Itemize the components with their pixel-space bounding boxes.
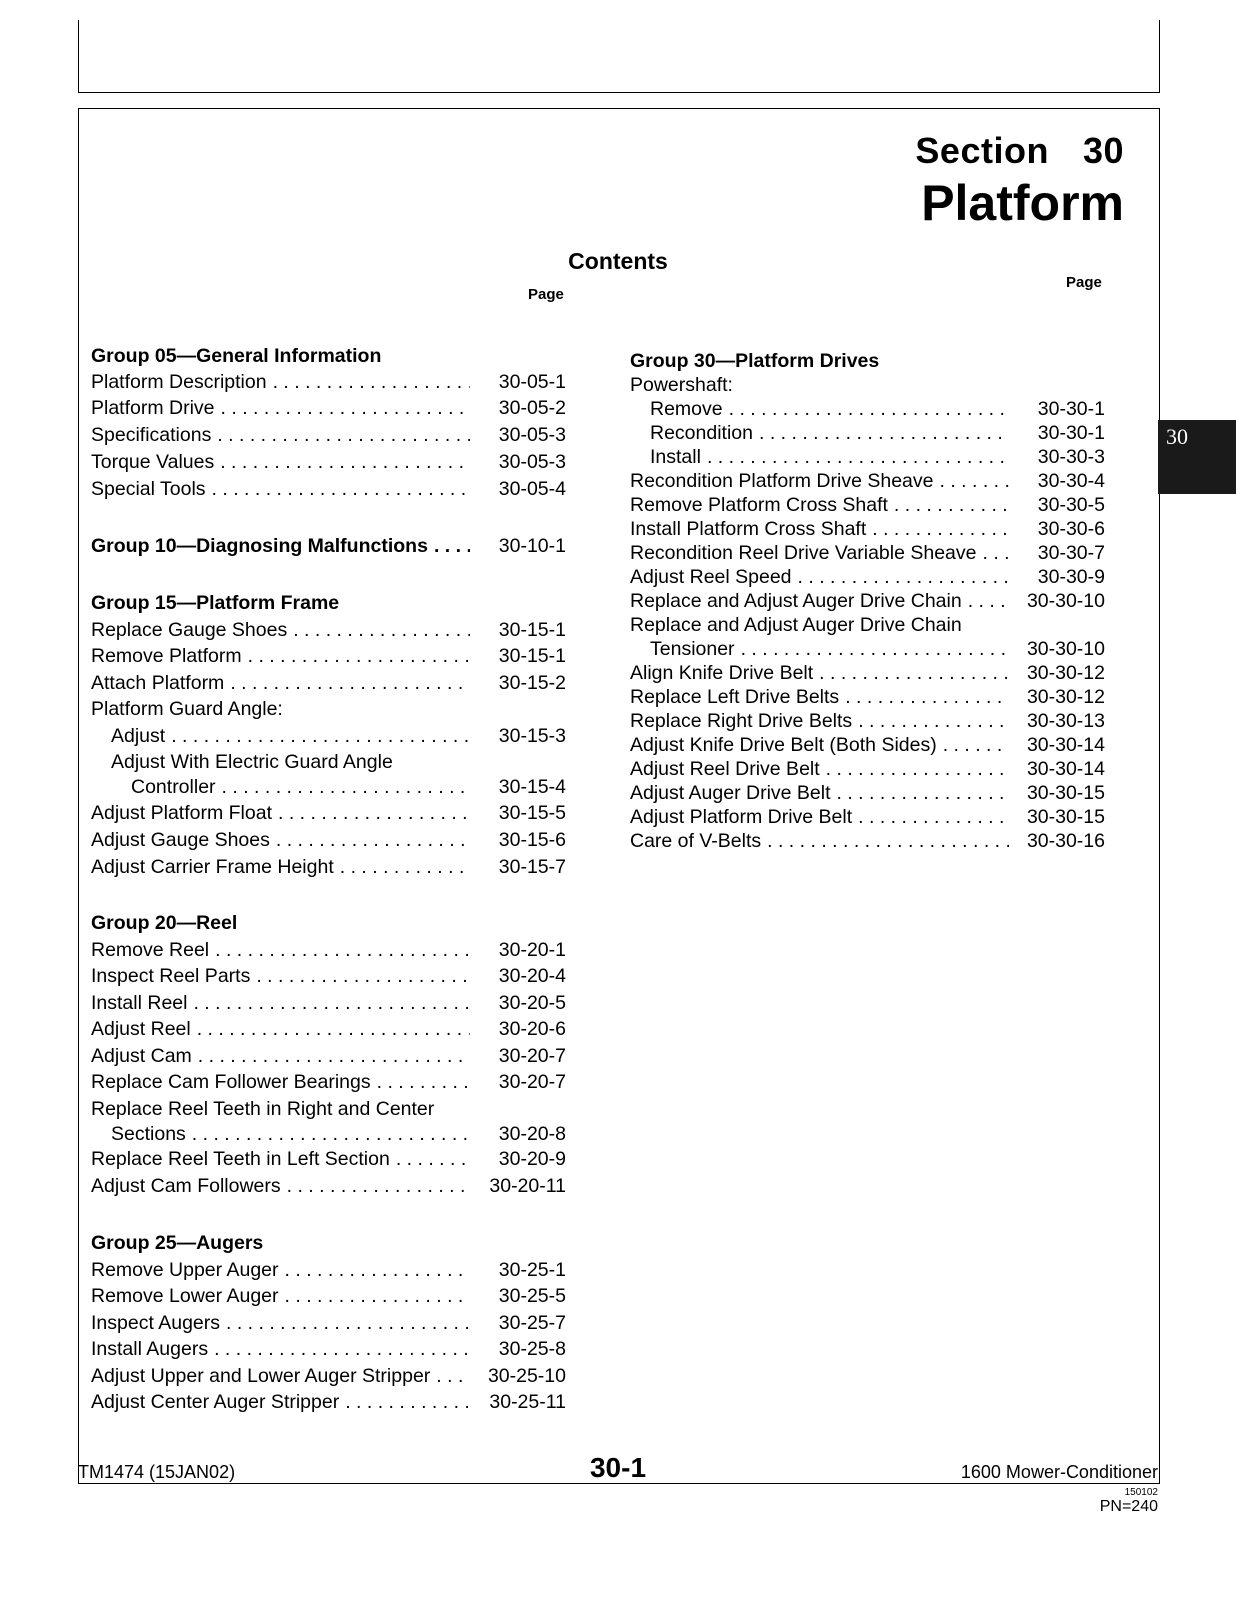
toc-entry [91,670,566,696]
page-header-left: Page [528,286,564,303]
toc-entry-page: 30-30-12 [1023,660,1105,686]
toc-entry-label: Sections [111,1123,192,1145]
toc-entry-label: Adjust Reel Drive Belt [630,758,826,780]
toc-entry-page: 30-30-16 [1023,828,1105,854]
toc-entry-page: 30-05-3 [495,449,566,475]
toc-entry [630,684,1105,710]
toc-entry-page: 30-10-1 [495,533,566,559]
toc-entry-label: Platform Description [91,371,273,393]
toc-entry-label: Replace Right Drive Belts [630,710,858,732]
toc-entry [630,588,1105,614]
section-title: Platform [921,175,1124,231]
toc-entry [91,749,566,775]
toc-entry-page: 30-05-3 [495,422,566,448]
toc-entry-label: Remove Upper Auger [91,1259,285,1281]
toc-entry-label: Remove Platform Cross Shaft [630,494,894,516]
toc-entry [630,636,1105,662]
toc-entry-page: 30-20-7 [495,1069,566,1095]
toc-entry-page: 30-05-4 [495,476,566,502]
toc-entry [630,564,1105,590]
toc-entry [91,395,566,421]
toc-entry-page: 30-20-4 [495,963,566,989]
toc-entry [630,660,1105,686]
toc-entry-label: Adjust Reel [91,1018,197,1040]
toc-entry-page: 30-30-1 [1034,420,1105,446]
toc-entry-label: Group 05—General Information [91,345,387,367]
toc-entry-page: 30-30-1 [1034,396,1105,422]
toc-entry [91,343,566,369]
toc-entry-page: 30-15-6 [495,827,566,853]
contents-title: Contents [568,248,668,274]
toc-entry-page: 30-15-5 [495,800,566,826]
toc-entry-label: Replace and Adjust Auger Drive Chain [630,590,968,612]
toc-entry-label: Adjust Cam Followers [91,1175,287,1197]
toc-entry-label: Recondition [650,422,759,444]
toc-entry [91,774,566,800]
toc-entry [91,449,566,475]
toc-entry [91,1336,566,1362]
toc-entry-label: Specifications [91,424,217,446]
toc-entry [91,827,566,853]
toc-entry [630,444,1105,470]
toc-entry-page: 30-25-11 [485,1389,566,1415]
toc-entry-label: Group 30—Platform Drives [630,350,885,372]
toc-entry-label: Remove Reel [91,939,215,961]
toc-entry-label: Adjust Platform Float [91,802,278,824]
toc-entry [91,590,566,616]
toc-left-column [91,343,566,1423]
toc-entry-label: Group 15—Platform Frame [91,592,345,614]
toc-entry-page: 30-30-7 [1034,540,1105,566]
toc-entry-label: Remove Platform [91,645,248,667]
toc-entry [91,643,566,669]
toc-entry [91,1363,566,1389]
toc-entry [91,990,566,1016]
toc-entry-label: Replace Reel Teeth in Left Section [91,1148,396,1170]
toc-entry [630,780,1105,806]
toc-entry [91,1389,566,1415]
toc-entry [91,1310,566,1336]
toc-entry-page: 30-25-1 [495,1257,566,1283]
toc-entry [630,540,1105,566]
toc-entry [91,723,566,749]
toc-entry [630,828,1105,854]
toc-entry [91,1283,566,1309]
toc-entry-page: 30-15-1 [495,643,566,669]
toc-entry-label: Install [650,446,707,468]
toc-entry-page: 30-30-13 [1023,708,1105,734]
toc-entry [91,1016,566,1042]
toc-entry-page: 30-30-10 [1023,588,1105,614]
toc-entry-label: Inspect Reel Parts [91,965,256,987]
toc-entry-label: Replace Left Drive Belts [630,686,845,708]
toc-entry-label: Align Knife Drive Belt [630,662,819,684]
toc-entry-page: 30-20-1 [495,937,566,963]
toc-entry-label: Adjust Reel Speed [630,566,798,588]
toc-entry-label: Adjust Carrier Frame Height [91,856,340,878]
toc-entry-page: 30-25-8 [495,1336,566,1362]
toc-entry [91,476,566,502]
toc-entry [630,612,1105,638]
toc-entry-label: Inspect Augers [91,1312,226,1334]
footer-code: 150102 [1124,1487,1158,1498]
toc-entry-page: 30-15-3 [495,723,566,749]
toc-entry-label: Adjust Auger Drive Belt [630,782,837,804]
toc-entry [91,533,566,559]
footer-product: 1600 Mower-Conditioner [960,1462,1158,1482]
toc-entry [91,1230,566,1256]
toc-entry [91,1173,566,1199]
toc-entry-label: Adjust Platform Drive Belt [630,806,858,828]
toc-entry [91,854,566,880]
toc-entry-label: Special Tools [91,478,212,500]
toc-entry [91,937,566,963]
toc-entry [630,516,1105,542]
toc-entry-page: 30-05-2 [495,395,566,421]
toc-entry-label: Group 20—Reel [91,912,243,934]
toc-entry [630,732,1105,758]
toc-entry-label: Adjust Knife Drive Belt (Both Sides) [630,734,943,756]
toc-entry-label: Replace Cam Follower Bearings [91,1071,377,1093]
toc-entry-page: 30-30-12 [1023,684,1105,710]
toc-entry [91,800,566,826]
toc-entry [91,1069,566,1095]
toc-entry-label: Replace and Adjust Auger Drive Chain [630,614,968,636]
toc-entry-page: 30-30-14 [1023,732,1105,758]
toc-entry-page: 30-30-15 [1023,804,1105,830]
toc-entry-page: 30-30-9 [1034,564,1105,590]
toc-entry-page: 30-15-7 [495,854,566,880]
toc-entry-page: 30-20-8 [495,1121,566,1147]
toc-entry-label: Remove Lower Auger [91,1285,285,1307]
toc-entry [91,1257,566,1283]
toc-entry-label: Adjust Gauge Shoes [91,829,276,851]
toc-entry-label: Install Augers [91,1338,214,1360]
toc-entry-label: Attach Platform [91,672,230,694]
toc-entry [91,1121,566,1147]
toc-entry [91,696,566,722]
toc-right-column [630,348,1105,868]
toc-entry [630,756,1105,782]
toc-entry-page: 30-15-1 [495,617,566,643]
toc-entry-label: Adjust [111,725,171,747]
footer-pn: PN=240 [1099,1498,1158,1515]
toc-entry [630,708,1105,734]
toc-entry-label: Install Reel [91,992,193,1014]
toc-entry-page: 30-20-6 [495,1016,566,1042]
toc-entry [91,369,566,395]
toc-entry [91,422,566,448]
toc-entry [630,492,1105,518]
toc-entry-page: 30-30-14 [1023,756,1105,782]
toc-entry-label: Care of V-Belts [630,830,767,852]
toc-entry-label: Group 10—Diagnosing Malfunctions [91,535,434,557]
toc-entry [91,1043,566,1069]
toc-entry-label: Replace Gauge Shoes [91,619,293,641]
toc-entry-label: Replace Reel Teeth in Right and Center [91,1098,440,1120]
toc-entry-page: 30-20-9 [495,1146,566,1172]
toc-entry-page: 30-30-10 [1023,636,1105,662]
toc-entry-page: 30-25-5 [495,1283,566,1309]
toc-entry-page: 30-25-10 [484,1363,566,1389]
toc-entry [91,963,566,989]
toc-entry-page: 30-30-3 [1034,444,1105,470]
section-tab: 30 [1158,420,1236,494]
toc-entry-label: Remove [650,398,729,420]
toc-entry [630,396,1105,422]
toc-entry-page: 30-20-5 [495,990,566,1016]
toc-entry [91,617,566,643]
toc-entry [630,468,1105,494]
footer-doc-id: TM1474 (15JAN02) [78,1462,236,1482]
section-number: Section 30 [915,130,1124,171]
footer-page-number: 30-1 [589,1452,647,1483]
page-header-right: Page [1066,274,1102,291]
toc-entry-page: 30-15-4 [495,774,566,800]
toc-entry [91,1146,566,1172]
toc-entry-page: 30-30-4 [1034,468,1105,494]
toc-entry-page: 30-30-5 [1034,492,1105,518]
toc-entry-label: Recondition Platform Drive Sheave [630,470,939,492]
toc-entry-label: Adjust Center Auger Stripper [91,1391,345,1413]
toc-entry [91,1096,566,1122]
toc-entry [630,372,1105,398]
toc-entry-label: Powershaft: [630,374,739,396]
top-box [78,20,1160,93]
toc-entry-page: 30-30-6 [1034,516,1105,542]
toc-entry-label: Controller [131,776,222,798]
toc-entry [630,804,1105,830]
toc-entry [630,348,1105,374]
toc-entry-page: 30-20-11 [485,1173,566,1199]
toc-entry-label: Adjust Cam [91,1045,198,1067]
toc-entry-page: 30-25-7 [495,1310,566,1336]
toc-entry-page: 30-30-15 [1023,780,1105,806]
toc-entry-label: Platform Drive [91,397,221,419]
toc-entry-page: 30-05-1 [495,369,566,395]
toc-entry-label: Recondition Reel Drive Variable Sheave [630,542,983,564]
toc-entry [91,910,566,936]
toc-entry-label: Group 25—Augers [91,1232,269,1254]
toc-entry-label: Platform Guard Angle: [91,698,289,720]
toc-entry-page: 30-15-2 [495,670,566,696]
toc-entry-label: Tensioner [650,638,741,660]
toc-entry-page: 30-20-7 [495,1043,566,1069]
toc-entry-label: Adjust Upper and Lower Auger Stripper [91,1365,436,1387]
toc-entry-label: Torque Values [91,451,220,473]
toc-entry-label: Install Platform Cross Shaft [630,518,872,540]
toc-entry [630,420,1105,446]
toc-entry-label: Adjust With Electric Guard Angle [111,751,399,773]
